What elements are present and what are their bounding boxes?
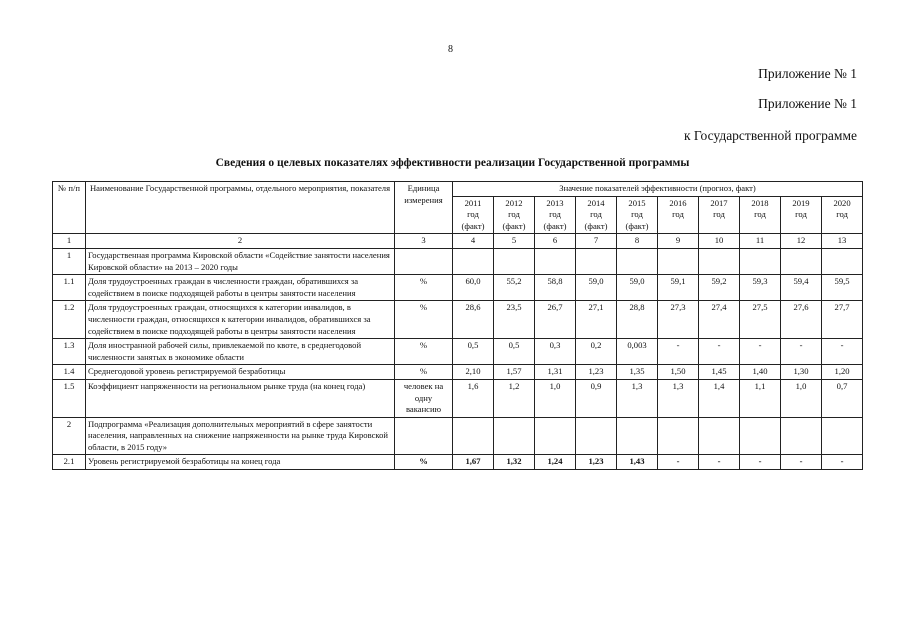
row-value [535, 248, 576, 274]
row-value: 1,0 [781, 379, 822, 417]
header-year-2020 [822, 196, 863, 234]
row-value: 1,40 [740, 365, 781, 380]
row-value: - [699, 339, 740, 365]
row-value: 28,8 [617, 301, 658, 339]
row-unit: % [395, 301, 453, 339]
header-year-year: 2019 [792, 197, 810, 208]
row-unit: % [395, 365, 453, 380]
row-name: Доля трудоустроенных граждан в численности граждан, обратившихся за содействием в поиске подходящей работы в центры занятости населения [86, 275, 395, 301]
table-row [53, 339, 863, 365]
row-value: - [740, 339, 781, 365]
column-number-row [53, 234, 863, 249]
row-value [658, 417, 699, 455]
row-value: 27,3 [658, 301, 699, 339]
row-value: 1,45 [699, 365, 740, 380]
header-year-kind: год [467, 209, 479, 220]
row-unit: % [395, 275, 453, 301]
header-unit: Единица измерения [395, 182, 453, 234]
row-name: Подпрограмма «Реализация дополнительных мероприятий в сфере занятости населения, направленных на снижение напряженности на рынке труда Кировской области, в 2015 году» [86, 417, 395, 455]
row-number: 2 [53, 417, 86, 455]
row-name: Уровень регистрируемой безработицы на конец года [86, 455, 395, 470]
row-number: 2.1 [53, 455, 86, 470]
row-value: - [658, 339, 699, 365]
column-number: 8 [617, 234, 658, 249]
table-row [53, 248, 863, 274]
row-value [453, 248, 494, 274]
row-number: 1.5 [53, 379, 86, 417]
row-value: 1,35 [617, 365, 658, 380]
row-value: 59,0 [576, 275, 617, 301]
header-values-group: Значение показателей эффективности (прогноз, факт) [453, 182, 863, 197]
row-value: 59,3 [740, 275, 781, 301]
table-row [53, 379, 863, 417]
row-value: - [822, 455, 863, 470]
row-value: 23,5 [494, 301, 535, 339]
row-value [576, 248, 617, 274]
row-value: 0,7 [822, 379, 863, 417]
header-year-2016 [658, 196, 699, 234]
header-year-kind: год [836, 209, 848, 220]
header-year-fact: (факт) [502, 220, 526, 231]
row-value: 0,003 [617, 339, 658, 365]
row-value [822, 248, 863, 274]
appendix-line-3: к Государственной программе [683, 128, 857, 143]
row-value: 27,4 [699, 301, 740, 339]
row-value: 1,24 [535, 455, 576, 470]
column-number: 5 [494, 234, 535, 249]
row-unit [395, 417, 453, 455]
row-number: 1.4 [53, 365, 86, 380]
row-value: 1,30 [781, 365, 822, 380]
row-unit [395, 248, 453, 274]
column-number: 9 [658, 234, 699, 249]
row-number: 1.2 [53, 301, 86, 339]
row-value: 0,5 [494, 339, 535, 365]
row-value: 1,23 [576, 455, 617, 470]
header-year-2013 [535, 196, 576, 234]
row-value: 1,31 [535, 365, 576, 380]
table-row [53, 417, 863, 455]
page-number: 8 [448, 44, 453, 55]
header-year-year: 2017 [710, 197, 728, 208]
header-year-fact: (факт) [543, 220, 567, 231]
row-value [658, 248, 699, 274]
row-unit: % [395, 339, 453, 365]
row-value: 1,1 [740, 379, 781, 417]
row-number: 1.1 [53, 275, 86, 301]
row-value [699, 417, 740, 455]
row-value [740, 248, 781, 274]
row-value: 1,3 [658, 379, 699, 417]
header-year-kind: год [713, 209, 725, 220]
header-year-year: 2015 [628, 197, 646, 208]
table-row [53, 455, 863, 470]
row-value [740, 417, 781, 455]
row-value: 59,4 [781, 275, 822, 301]
row-unit: % [395, 455, 453, 470]
column-number: 7 [576, 234, 617, 249]
row-value: 1,3 [617, 379, 658, 417]
row-name: Среднегодовой уровень регистрируемой безработицы [86, 365, 395, 380]
column-number: 6 [535, 234, 576, 249]
row-value [576, 417, 617, 455]
row-value: 60,0 [453, 275, 494, 301]
row-value: - [781, 339, 822, 365]
column-number: 4 [453, 234, 494, 249]
row-value: 0,5 [453, 339, 494, 365]
header-year-year: 2020 [833, 197, 851, 208]
row-value: - [822, 339, 863, 365]
header-year-2015 [617, 196, 658, 234]
row-value: 1,67 [453, 455, 494, 470]
header-name: Наименование Государственной программы, отдельного мероприятия, показателя [86, 182, 395, 234]
header-year-2017 [699, 196, 740, 234]
row-value [617, 417, 658, 455]
header-year-2012 [494, 196, 535, 234]
indicators-table [52, 181, 863, 470]
row-value [617, 248, 658, 274]
column-number: 13 [822, 234, 863, 249]
row-name: Доля трудоустроенных граждан, относящихся к категории инвалидов, в численности граждан, относящихся к категории инвалидов, обратившихся за содействием в поиске подходящей работы в центры занятости населения [86, 301, 395, 339]
header-year-year: 2016 [669, 197, 687, 208]
row-value: 0,3 [535, 339, 576, 365]
row-value: 59,5 [822, 275, 863, 301]
row-name: Государственная программа Кировской области «Содействие занятости населения Кировской области» на 2013 – 2020 годы [86, 248, 395, 274]
row-number: 1 [53, 248, 86, 274]
column-number: 2 [86, 234, 395, 249]
row-value [494, 248, 535, 274]
row-value: 1,4 [699, 379, 740, 417]
header-year-fact: (факт) [461, 220, 485, 231]
row-value: 55,2 [494, 275, 535, 301]
column-number: 10 [699, 234, 740, 249]
row-value: - [740, 455, 781, 470]
header-year-year: 2014 [587, 197, 605, 208]
header-year-2018 [740, 196, 781, 234]
row-value: 1,6 [453, 379, 494, 417]
row-value: 0,9 [576, 379, 617, 417]
row-value: - [658, 455, 699, 470]
row-unit: человек на одну вакансию [395, 379, 453, 417]
row-value: 2,10 [453, 365, 494, 380]
header-year-fact: (факт) [625, 220, 649, 231]
row-value: - [699, 455, 740, 470]
row-value [781, 248, 822, 274]
header-num: № п/п [53, 182, 86, 234]
row-value: 59,1 [658, 275, 699, 301]
row-value: 1,2 [494, 379, 535, 417]
row-value [781, 417, 822, 455]
row-name: Доля иностранной рабочей силы, привлекаемой по квоте, в среднегодовой численности занятых в экономике области [86, 339, 395, 365]
row-value: 27,6 [781, 301, 822, 339]
header-year-fact: (факт) [584, 220, 608, 231]
row-value: 0,2 [576, 339, 617, 365]
document-title: Сведения о целевых показателях эффективности реализации Государственной программы [215, 157, 690, 169]
column-number: 3 [395, 234, 453, 249]
row-value: 27,1 [576, 301, 617, 339]
row-value: 58,8 [535, 275, 576, 301]
header-year-kind: год [754, 209, 766, 220]
header-year-year: 2013 [546, 197, 564, 208]
row-value: 27,5 [740, 301, 781, 339]
row-value [822, 417, 863, 455]
header-year-2019 [781, 196, 822, 234]
table-row [53, 365, 863, 380]
header-year-year: 2011 [464, 197, 482, 208]
header-year-kind: год [549, 209, 561, 220]
row-value: - [781, 455, 822, 470]
header-year-year: 2012 [505, 197, 523, 208]
table-body [53, 248, 863, 469]
row-value: 26,7 [535, 301, 576, 339]
header-year-kind: год [590, 209, 602, 220]
header-year-year: 2018 [751, 197, 769, 208]
header-year-2014 [576, 196, 617, 234]
appendix-line-1: Приложение № 1 [758, 66, 857, 81]
row-value: 28,6 [453, 301, 494, 339]
row-value [535, 417, 576, 455]
row-value: 1,0 [535, 379, 576, 417]
row-value: 1,57 [494, 365, 535, 380]
table-row [53, 275, 863, 301]
row-value: 1,32 [494, 455, 535, 470]
header-year-kind: год [795, 209, 807, 220]
row-name: Коэффициент напряженности на региональном рынке труда (на конец года) [86, 379, 395, 417]
row-value: 1,20 [822, 365, 863, 380]
row-value: 59,2 [699, 275, 740, 301]
header-year-2011 [453, 196, 494, 234]
header-year-kind: год [672, 209, 684, 220]
row-value [453, 417, 494, 455]
row-value: 1,50 [658, 365, 699, 380]
header-year-kind: год [631, 209, 643, 220]
column-number: 12 [781, 234, 822, 249]
header-year-kind: год [508, 209, 520, 220]
appendix-line-2: Приложение № 1 [758, 96, 857, 111]
row-value [699, 248, 740, 274]
row-value: 59,0 [617, 275, 658, 301]
row-value [494, 417, 535, 455]
row-number: 1.3 [53, 339, 86, 365]
column-number: 11 [740, 234, 781, 249]
column-number: 1 [53, 234, 86, 249]
row-value: 1,43 [617, 455, 658, 470]
row-value: 1,23 [576, 365, 617, 380]
row-value: 27,7 [822, 301, 863, 339]
table-row [53, 301, 863, 339]
